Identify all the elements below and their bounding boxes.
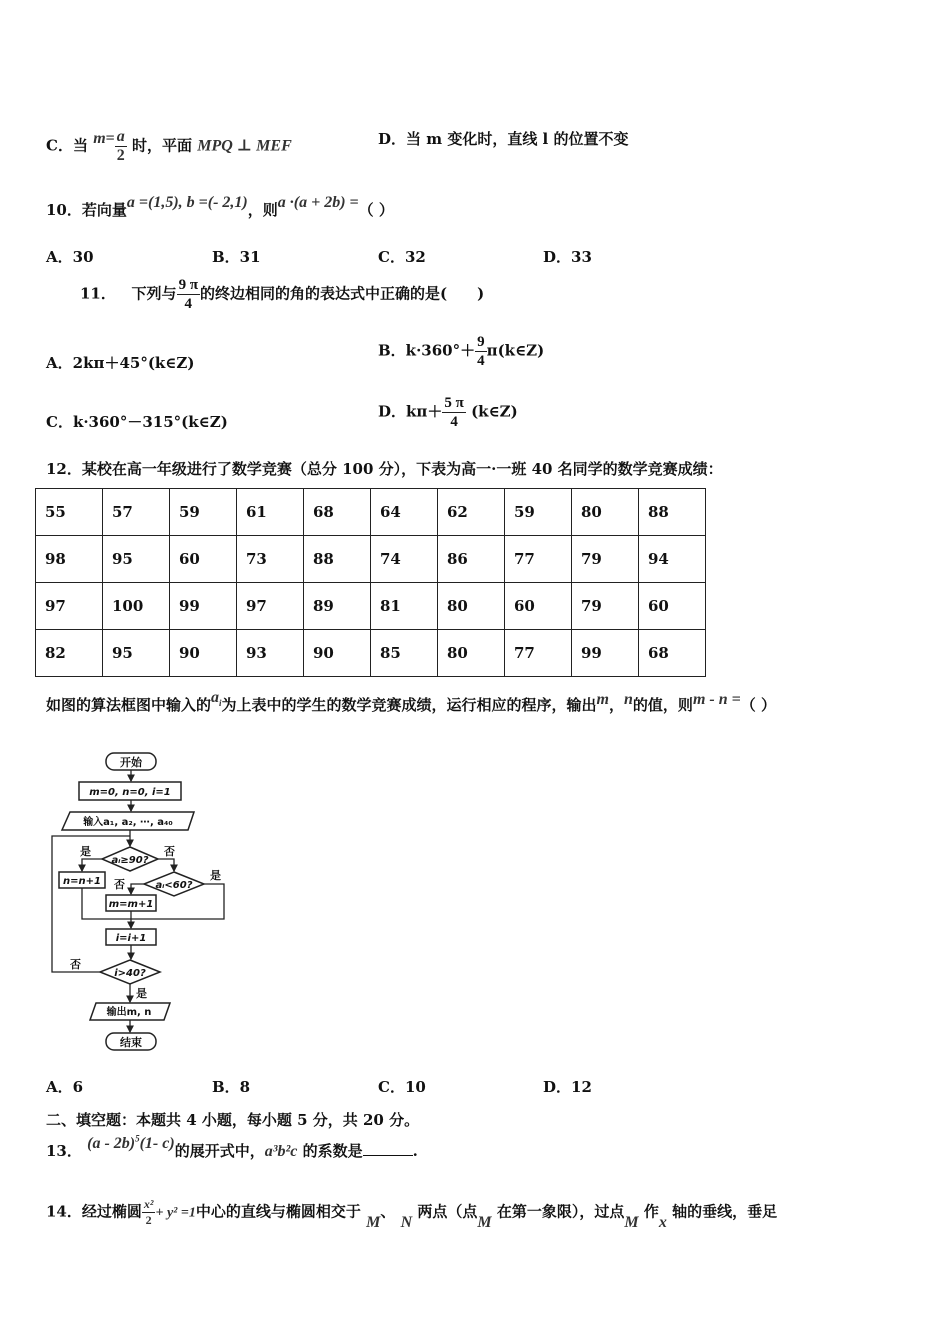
q11-option-c: C．k·360°－315°(k∈Z) xyxy=(46,413,228,431)
table-cell: 80 xyxy=(438,630,505,677)
fraction-a-over-2: $\frac{a}{2}$ xyxy=(116,128,125,164)
table-cell: 95 xyxy=(103,536,170,583)
table-cell: 64 xyxy=(371,489,438,536)
answer-blank xyxy=(363,1141,413,1156)
flow-cond1-label: aᵢ≥90? xyxy=(111,855,149,866)
table-cell: 59 xyxy=(170,489,237,536)
table-cell: 79 xyxy=(572,583,639,630)
table-cell: 97 xyxy=(36,583,103,630)
table-cell: 80 xyxy=(572,489,639,536)
q13-stem: 13． (a - 2b)$^5$(1- c)的展开式中，a³b²c 的系数是 . xyxy=(46,1133,418,1160)
table-cell: 100 xyxy=(103,583,170,630)
table-cell: 99 xyxy=(572,630,639,677)
q11-option-a: A．2kπ＋45°(k∈Z) xyxy=(46,354,195,372)
flow-inc-m-label: m=m+1 xyxy=(108,899,154,910)
table-cell: 86 xyxy=(438,536,505,583)
table-row xyxy=(36,583,706,630)
table-cell: 77 xyxy=(505,630,572,677)
section-heading: 二、填空题：本题共 4 小题，每小题 5 分，共 20 分。 xyxy=(46,1111,420,1129)
q12-intro: 12．某校在高一年级进行了数学竞赛（总分 100 分），下表为高一·一班 40 名同学的数学竞赛成绩： xyxy=(46,460,723,478)
table-cell: 90 xyxy=(304,630,371,677)
q12-description: 如图的算法框图中输入的$a_i$为上表中的学生的数学竞赛成绩，运行相应的程序，输出m，n的值，则m - n =（ ） xyxy=(46,689,776,714)
flow-inc-n-label: n=n+1 xyxy=(63,876,101,887)
flow-output-label: 输出m, n xyxy=(106,1007,152,1018)
flow-yes-label: 是 xyxy=(210,869,221,882)
table-cell: 59 xyxy=(505,489,572,536)
q12-option-b: B．8 xyxy=(212,1078,251,1096)
table-cell: 98 xyxy=(36,536,103,583)
table-cell: 95 xyxy=(103,630,170,677)
table-row xyxy=(36,536,706,583)
table-cell: 73 xyxy=(237,536,304,583)
flow-end-label: 结束 xyxy=(120,1036,142,1049)
table-cell: 99 xyxy=(170,583,237,630)
table-cell: 60 xyxy=(639,583,706,630)
table-cell: 68 xyxy=(304,489,371,536)
q10-option-a: A．30 xyxy=(46,248,94,266)
q10-option-d: D．33 xyxy=(543,248,592,266)
q11-stem: 11． 下列与 $\frac{9 \pi}{4}$ 的终边相同的角的表达式中正确的是( ) xyxy=(80,277,485,312)
table-cell: 68 xyxy=(639,630,706,677)
table-cell: 74 xyxy=(371,536,438,583)
table-cell: 60 xyxy=(505,583,572,630)
table-cell: 80 xyxy=(438,583,505,630)
algorithm-flowchart xyxy=(40,745,240,1057)
table-cell: 97 xyxy=(237,583,304,630)
table-cell: 82 xyxy=(36,630,103,677)
flow-no-label: 否 xyxy=(70,958,81,971)
q11-option-b: B．k·360°＋ $\frac{9}{4}$ π(k∈Z) xyxy=(378,334,545,369)
table-cell: 88 xyxy=(639,489,706,536)
flow-no-label: 否 xyxy=(164,845,175,858)
q12-option-d: D．12 xyxy=(543,1078,592,1096)
table-cell: 61 xyxy=(237,489,304,536)
table-cell: 60 xyxy=(170,536,237,583)
q10-option-c: C．32 xyxy=(378,248,426,266)
flow-yes-label: 是 xyxy=(80,845,91,858)
q9-option-d: D．当 m 变化时，直线 l 的位置不变 xyxy=(378,130,629,148)
table-cell: 90 xyxy=(170,630,237,677)
table-cell: 89 xyxy=(304,583,371,630)
q12-option-c: C．10 xyxy=(378,1078,426,1096)
flow-init-label: m=0, n=0, i=1 xyxy=(89,787,171,798)
score-table xyxy=(35,488,706,677)
flow-cond2-label: aᵢ<60? xyxy=(155,880,193,891)
flow-start-label: 开始 xyxy=(120,756,142,769)
q10-stem: 10．若向量a =(1,5), b =(- 2,1)，则a ·(a + 2b) =（ ） xyxy=(46,194,394,219)
table-cell: 88 xyxy=(304,536,371,583)
q12-option-a: A．6 xyxy=(46,1078,84,1096)
flow-input-label: 输入a₁, a₂, ⋯, a₄₀ xyxy=(83,817,173,828)
table-cell: 81 xyxy=(371,583,438,630)
table-cell: 94 xyxy=(639,536,706,583)
table-cell: 93 xyxy=(237,630,304,677)
table-row xyxy=(36,630,706,677)
q11-option-d: D．kπ＋ $\frac{5 \pi}{4}$ (k∈Z) xyxy=(378,395,518,430)
table-cell: 77 xyxy=(505,536,572,583)
table-cell: 85 xyxy=(371,630,438,677)
q9-option-c: C．当 m= $\frac{a}{2}$ 时，平面 MPQ ⊥ MEF xyxy=(46,128,292,164)
flow-inc-i-label: i=i+1 xyxy=(115,933,147,944)
table-cell: 79 xyxy=(572,536,639,583)
flow-yes-label: 是 xyxy=(136,987,147,1000)
q14-stem: 14．经过椭圆 $\frac{\text{x²}}{2}$ + y² =1中心的直线与椭圆相交于 M、 N 两点（点M 在第一象限），过点M 作x 轴的垂线，垂足 xyxy=(46,1197,778,1231)
flow-no-label: 否 xyxy=(114,878,125,891)
table-cell: 57 xyxy=(103,489,170,536)
flow-cond3-label: i>40? xyxy=(114,968,146,979)
table-cell: 62 xyxy=(438,489,505,536)
q10-option-b: B．31 xyxy=(212,248,261,266)
table-cell: 55 xyxy=(36,489,103,536)
table-row xyxy=(36,489,706,536)
